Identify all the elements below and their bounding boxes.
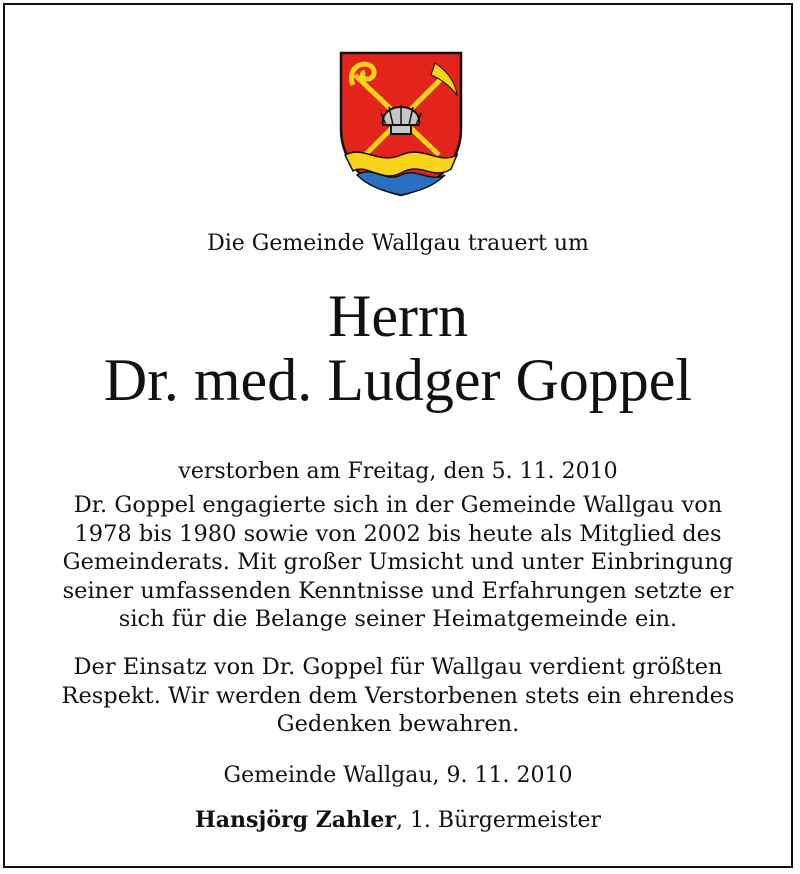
municipal-coat-of-arms-icon bbox=[339, 51, 463, 197]
text-line: Gemeinderats. Mit großer Umsicht und unter Einbringung bbox=[62, 549, 734, 575]
text-line: 1978 bis 1980 sowie von 2002 bis heute als Mitglied des bbox=[74, 520, 722, 547]
place-and-date: Gemeinde Wallgau, 9. 11. 2010 bbox=[223, 763, 573, 788]
date-of-death: verstorben am Freitag, den 5. 11. 2010 bbox=[178, 459, 618, 484]
text-line: Dr. Goppel engagierte sich in der Gemeinde Wallgau von bbox=[73, 492, 723, 518]
text-line: seiner umfassenden Kenntnisse und Erfahrungen setzte er bbox=[62, 577, 734, 604]
text-line: Der Einsatz von Dr. Goppel für Wallgau verdient größten bbox=[73, 654, 723, 680]
signer-title: , 1. Bürgermeister bbox=[395, 808, 601, 833]
signature-line bbox=[5, 807, 791, 833]
text-line: sich für die Belange seiner Heimatgemeinde ein. bbox=[118, 606, 678, 632]
text-line: Respekt. Wir werden dem Verstorbenen stets ein ehrendes bbox=[61, 682, 735, 709]
tribute-paragraph-1 bbox=[5, 491, 791, 634]
intro-line: Die Gemeinde Wallgau trauert um bbox=[207, 231, 589, 256]
obituary-frame bbox=[3, 3, 793, 868]
signer-name: Hansjörg Zahler bbox=[195, 807, 396, 833]
deceased-name: Dr. med. Ludger Goppel bbox=[103, 347, 693, 413]
tribute-paragraph-2 bbox=[5, 653, 791, 739]
text-line: Gedenken bewahren. bbox=[276, 711, 520, 737]
salutation: Herrn bbox=[328, 283, 468, 349]
